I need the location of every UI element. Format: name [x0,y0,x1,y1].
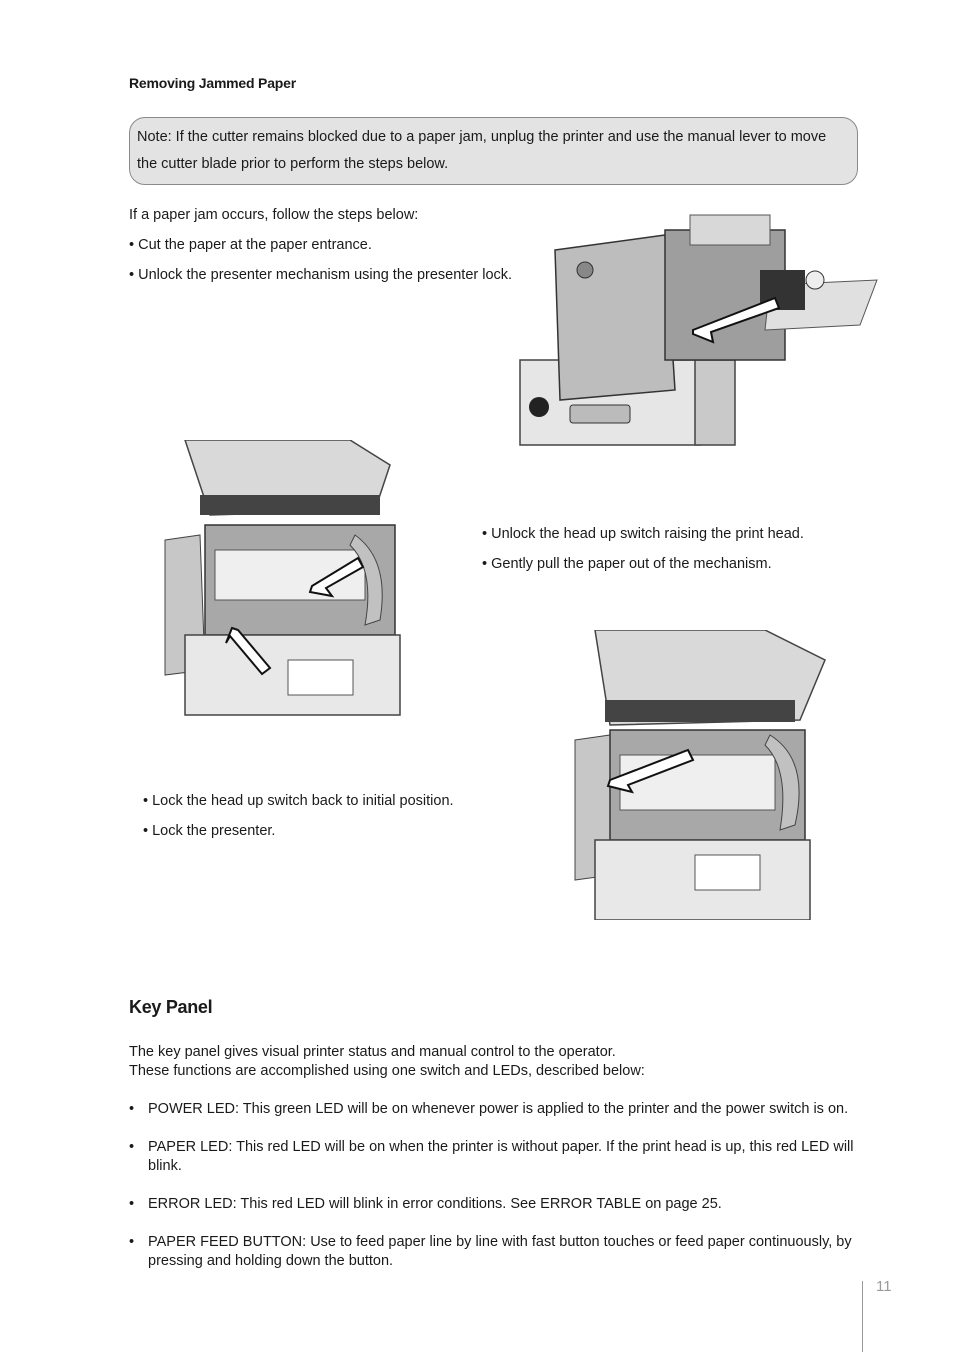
section-title-key-panel: Key Panel [129,997,213,1017]
key-panel-item-paper-feed-button: • PAPER FEED BUTTON: Use to feed paper line by line with fast button touches or feed paper continuously, by pressing and holding down the button. [129,1233,878,1271]
key-panel-item-paper-led: • PAPER LED: This red LED will be on when the printer is without paper. If the print head is up, this red LED will blink. [129,1138,878,1176]
note-box: Note: If the cutter remains blocked due to a paper jam, unplug the printer and use the manual lever to move the cutter blade prior to perform the steps below. [129,117,858,185]
key-panel-item-power-led: • POWER LED: This green LED will be on whenever power is applied to the printer and the power switch is on. [129,1100,878,1119]
step-unlock-head: • Unlock the head up switch raising the print head. [482,519,882,549]
photo-presenter-lock [515,210,880,455]
page-number: 11 [876,1278,892,1295]
steps-intro-block [129,200,549,290]
step-cut-paper: • Cut the paper at the paper entrance. [129,230,549,260]
steps-lock-block [143,786,543,846]
step-unlock-presenter: • Unlock the presenter mechanism using the presenter lock. [129,260,549,290]
key-panel-item-error-led: • ERROR LED: This red LED will blink in error conditions. See ERROR TABLE on page 25. [129,1195,878,1214]
page-number-divider [862,1281,863,1352]
photo-head-up-switch [160,440,410,720]
photo-pull-paper [570,630,830,920]
key-panel-intro-line1: The key panel gives visual printer status and manual control to the operator. [129,1044,616,1060]
step-lock-presenter: • Lock the presenter. [143,816,543,846]
key-panel-intro-line2: These functions are accomplished using one switch and LEDs, described below: [129,1063,645,1079]
step-lock-head: • Lock the head up switch back to initial position. [143,786,543,816]
steps-head-up-block [482,519,882,579]
steps-intro: If a paper jam occurs, follow the steps below: [129,207,419,223]
key-panel-list [129,1100,878,1290]
key-panel-intro [129,1043,889,1081]
step-pull-paper: • Gently pull the paper out of the mechanism. [482,549,882,579]
section-title-removing-jammed-paper: Removing Jammed Paper [129,75,296,91]
